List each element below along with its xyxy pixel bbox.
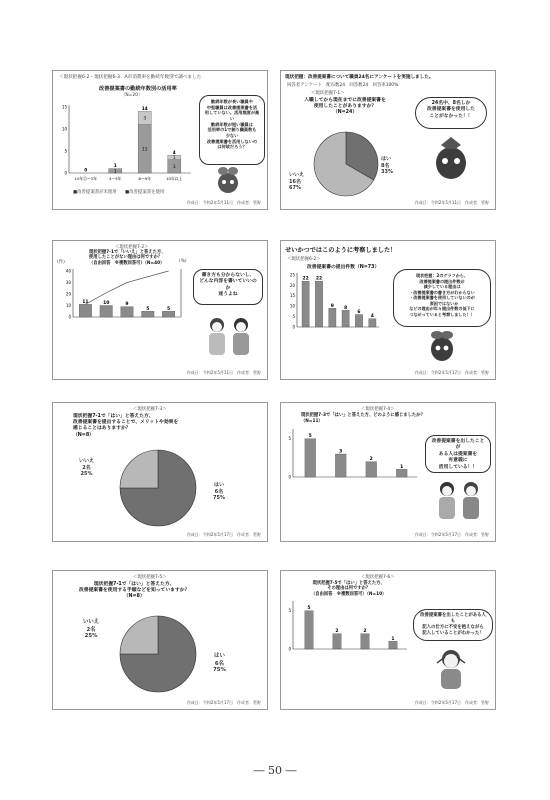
bar-chart-s6 [283,425,423,485]
people-illustration-icon [199,315,259,361]
bar [335,454,346,477]
y-tick-label: 25 [289,272,295,278]
y-tick-label: 0 [288,474,291,480]
pie-label-yes: はい 6名 75% [213,482,225,501]
y-tick-label: 5 [288,436,291,442]
bar [361,634,369,649]
page-number: ― 50 ― [253,764,297,777]
legend-unused: ■改善提案書が未使用 [73,190,117,195]
bar-value-label: 2 [335,629,339,635]
pie-label-no: いいえ 2名 25% [83,619,100,639]
bar-value-label: 9 [125,302,129,308]
slide-footer: 作成日：令和2年5月17日 作成者：管野 [186,700,261,705]
bar-value-label: 22 [315,276,323,282]
mascot-icon [213,165,243,195]
bar-value-label: 9 [330,303,334,309]
question-text: 現状把握7-1で「はい」と答えた方、 改善提案書を使用する手順などを知っていますか？ （N=8） [79,582,190,600]
y-tick-label: 0 [64,170,67,176]
bar-value-label: 2 [363,629,367,635]
bar [121,307,133,317]
bar-value-label: 10 [103,301,110,306]
comment-bubble: 現状把握：2のグラフから、 改善提案書の提出件数が 減少している理由は ・改善提案書の書き方がわからない ・改善提案書を使用していないのが 原因ではないか などの理由が年々提出件数の低下に つながっていると考察しました！！ [393,269,491,327]
bar [396,469,407,477]
bar [333,634,341,649]
bar-chart-s1 [55,101,195,201]
bar [305,611,313,649]
bar-value-label: 1 [172,156,176,162]
bar-value-label: 1 [391,636,395,642]
bar-chart-s3 [55,265,195,329]
y-tick-label: 15 [289,293,295,299]
pie-chart-s5 [117,447,199,529]
people-illustration-icon [429,479,489,525]
y-tick-label: 0 [288,646,291,652]
bar-total-label: 1 [113,164,117,170]
slide-footer: 作成日：令和2年5月17日 作成者：管野 [414,700,489,705]
bar [369,319,376,327]
bar-chart-s8 [283,597,413,657]
bar [366,462,377,477]
bar [305,439,316,477]
slide-caption: ＜現状把握6-2・現状把握6-3：A市消費車を勤続年数別で調べました [59,75,202,80]
slide-7-4-bar-chart [280,402,496,542]
bar [389,641,397,649]
bar-value-label: 5 [146,306,150,312]
y-axis-left-unit: (件) [57,260,65,265]
y-tick-label: 10 [289,303,295,309]
slide-7-2-bar-line-chart [52,240,268,380]
bar-value-label: 4 [370,314,374,320]
slide-6-2-bar-chart [52,70,268,210]
bar-total-label: 4 [172,150,176,156]
y-tick-label: 20 [289,282,295,288]
y-tick-label: 5 [288,608,291,614]
pie-label-no: いいえ 2名 25% [79,458,95,477]
x-tick-label: 10年以上 [166,176,183,181]
legend-used: ■改善提案書を使用 [125,190,165,195]
question-text: 現状把握7-1で「はい」と答えた方、 改善提案書を提出することで、メリットや効果を 感じることはありますか？ （N=8） [73,414,179,438]
chart-title: 改善提案書の提出件数（N=73） [307,265,380,270]
cumulative-line [85,271,168,304]
bar-value-label: 8 [344,305,348,311]
mascot-icon [425,329,459,363]
y-tick-label: 20 [65,291,71,297]
slide-footer: 作成日：令和2年5月11日 作成者：管野 [414,200,489,205]
bar [79,304,91,317]
y-tick-label: 5 [292,314,295,319]
x-tick-label: 10年目～3年 [74,176,97,181]
slide-footer: 作成日：令和2年5月17日 作成者：管野 [414,370,489,375]
slide-footer: 作成日：令和2年5月17日 作成者：管野 [414,532,489,537]
bar-value-label: 22 [302,276,309,282]
x-tick-label: 6～9年 [138,176,151,181]
bar [302,281,309,327]
y-tick-label: 0 [68,314,71,320]
pie-label-no: いいえ 16名 67% [289,172,305,191]
bar-value-label: 3 [172,164,176,170]
bar [142,311,154,317]
question-text: 現状把握7-5で「はい」と答えた方、 その理由は何ですか？ （自由回答 ※複数回答可）（N=10） [311,581,387,597]
bar [315,281,322,327]
slide-6-2-submissions-chart [280,240,496,380]
section-label: ＜現状把握7-4＞ [361,407,395,412]
section-label: ＜現状把握7-3＞ [133,407,167,412]
y-tick-label: 15 [61,104,67,110]
bar-value-label: 5 [308,434,312,440]
slide-7-1-pie-chart [280,70,496,210]
bar-value-label: 5 [167,306,171,312]
bar-value-label: 1 [400,464,404,470]
bar [329,308,336,327]
slide-heading: せいかつではこのように考察しました！ [285,247,397,254]
bar [162,311,174,317]
slide-7-3-pie-chart [52,402,268,542]
y-tick-label: 10 [61,126,67,132]
section-label: ＜現状把握6-2＞ [287,257,321,262]
slide-footer: 作成日：令和2年5月11日 作成者：管野 [186,370,261,375]
bar-value-label: 6 [357,310,361,316]
bar-value-label: 11 [82,299,89,305]
bar-total-label: 14 [141,106,148,112]
x-tick-label: 4～5年 [109,176,122,181]
section-label: ＜現状把握7-1＞ [311,91,345,96]
y-tick-label: 30 [65,279,71,285]
slide-7-5-pie-chart [52,570,268,710]
y-axis-right-unit: (%) [179,259,187,264]
survey-info: 回答者アンケート 配布数24 回答数24 回答率100% [287,83,399,88]
y-tick-label: 10 [65,302,71,308]
chart-n: （N=20） [121,93,143,98]
slide-7-6-bar-chart [280,570,496,710]
pie-slice [120,450,158,488]
mascot-icon [429,135,473,181]
pie-chart-s2 [311,129,381,199]
comment-bubble: 改善提案書を出したことがある人も 記入の仕方に不安を抱えながら 記入していることがわかった！ [413,609,493,641]
bar-value-label: 3 [339,449,343,455]
bar [342,310,349,327]
comment-bubble: 勤続年数が長い職員や 中堅職員は改善提案書を活 用していない。活用頻度が高い 勤続年数が短い職員は 活用率の1で割り職員数も 少ない 改善提案書を活用しないの は何故だろう？ [199,95,265,165]
question-text: 現状把握7-3で「はい」と答えた方、どのように感じましたか？ （N=11） [301,413,425,424]
bar-total-label: 0 [84,168,88,174]
bar-value-label: 1 [113,169,117,175]
pie-label-yes: はい 8名 33% [381,156,393,175]
chart-title: 改善提案書の勤続年数別の活用率 [99,86,177,92]
y-tick-label: 0 [292,324,295,330]
slide-caption: 現状把握：改善提案書について職員24名にアンケートを実施しました。 [285,75,434,80]
bar-chart-s4 [283,269,383,339]
comment-bubble: 改善提案書を出したことが ある人は提案書を 有意義に 活用している！！ [425,435,491,473]
pie-chart-s7 [117,613,199,695]
worried-person-icon [431,647,471,691]
section-label: ＜現状把握7-5＞ [133,575,167,580]
question-text: 現状把握7-1で「いいえ」と答えた方、 使用したことがない理由は何ですか？ （自由回答 ※複数回答可）（N=40） [89,250,166,266]
bar [355,315,362,327]
y-tick-label: 40 [65,268,71,274]
bar-value-label: 3 [143,116,147,122]
slide-footer: 作成日：令和2年5月11日 作成者：管野 [186,200,261,205]
bar-value-label: 11 [142,147,148,153]
pie-slice [120,616,158,654]
y-tick-label: 5 [64,148,67,154]
slide-footer: 作成日：令和2年5月17日 作成者：管野 [186,532,261,537]
section-label: ＜現状把握7-6＞ [361,575,395,580]
bar-value-label: 2 [369,457,373,463]
bar [100,306,112,318]
comment-bubble: 書き方も分からないし、 どんな内容を書いていいのか 迷うよね [193,269,263,305]
bar-value-label: 5 [307,606,311,612]
pie-label-yes: はい 6名 75% [213,653,226,673]
comment-bubble: 24名中、8名しか 改善提案書を使用した ことがなかった！！ [415,97,487,129]
section-label: ＜現状把握7-2＞ [115,245,149,250]
question-text: 入職してから現在までに改善提案書を 使用したことがありますか？ （N=24） [304,98,386,116]
